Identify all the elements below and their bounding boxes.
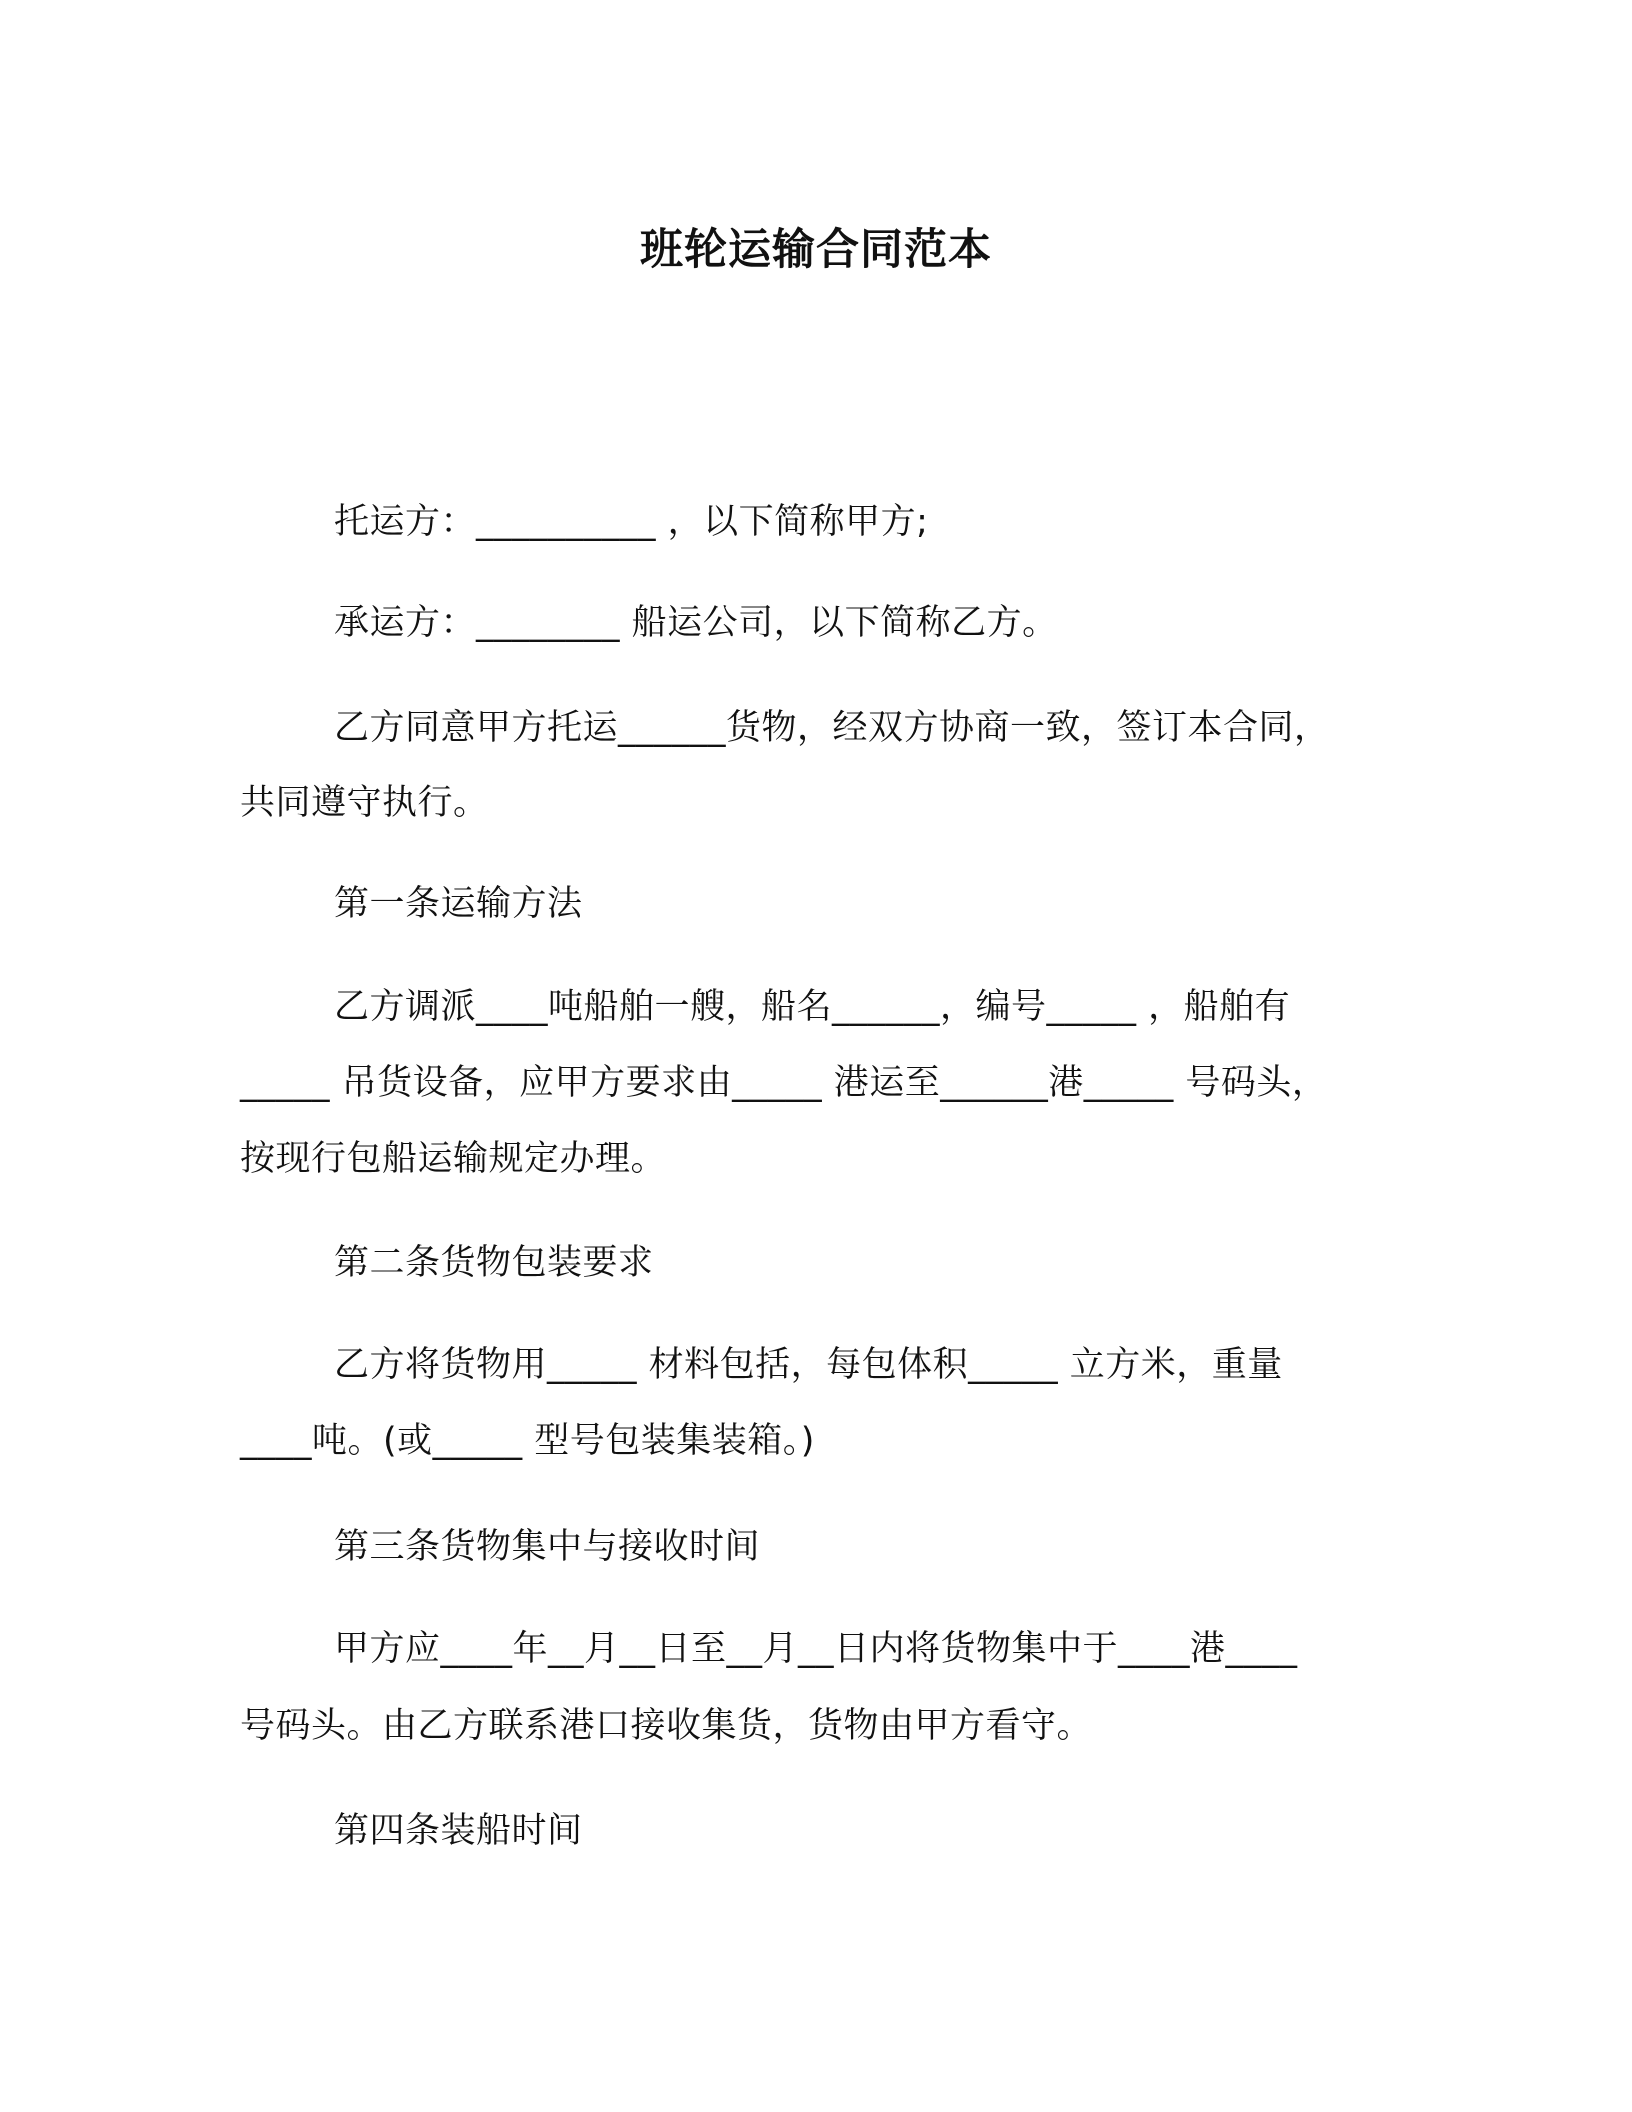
document-title: 班轮运输合同范本 xyxy=(640,225,992,275)
article-3-heading: 第三条货物集中与接收时间 xyxy=(334,1527,761,1567)
preamble-line-2: 共同遵守执行。 xyxy=(240,783,489,823)
article-1-line-2: _____ 吊货设备，应甲方要求由_____ 港运至______港_____ 号码头， xyxy=(240,1063,1328,1103)
article-2-line-2: ____吨。(或_____ 型号包装集装箱。) xyxy=(240,1421,815,1461)
article-3-line-1: 甲方应____年__月__日至__月__日内将货物集中于____港____ xyxy=(334,1629,1298,1669)
article-1-line-1: 乙方调派____吨船舶一艘，船名______，编号_____ ，船舶有 xyxy=(334,987,1291,1027)
article-1-heading: 第一条运输方法 xyxy=(334,884,583,924)
article-2-line-1: 乙方将货物用_____ 材料包括，每包体积_____ 立方米，重量 xyxy=(334,1345,1283,1385)
article-4-heading: 第四条装船时间 xyxy=(334,1811,583,1851)
article-1-line-3: 按现行包船运输规定办理。 xyxy=(240,1139,667,1179)
consignor-line: 托运方：__________ ，以下简称甲方; xyxy=(334,502,929,542)
carrier-line: 承运方：________ 船运公司，以下简称乙方。 xyxy=(334,603,1058,643)
article-2-heading: 第二条货物包装要求 xyxy=(334,1243,654,1283)
preamble-line-1: 乙方同意甲方托运______货物，经双方协商一致，签订本合同， xyxy=(334,708,1330,748)
article-3-line-2: 号码头。由乙方联系港口接收集货，货物由甲方看守。 xyxy=(240,1706,1093,1746)
